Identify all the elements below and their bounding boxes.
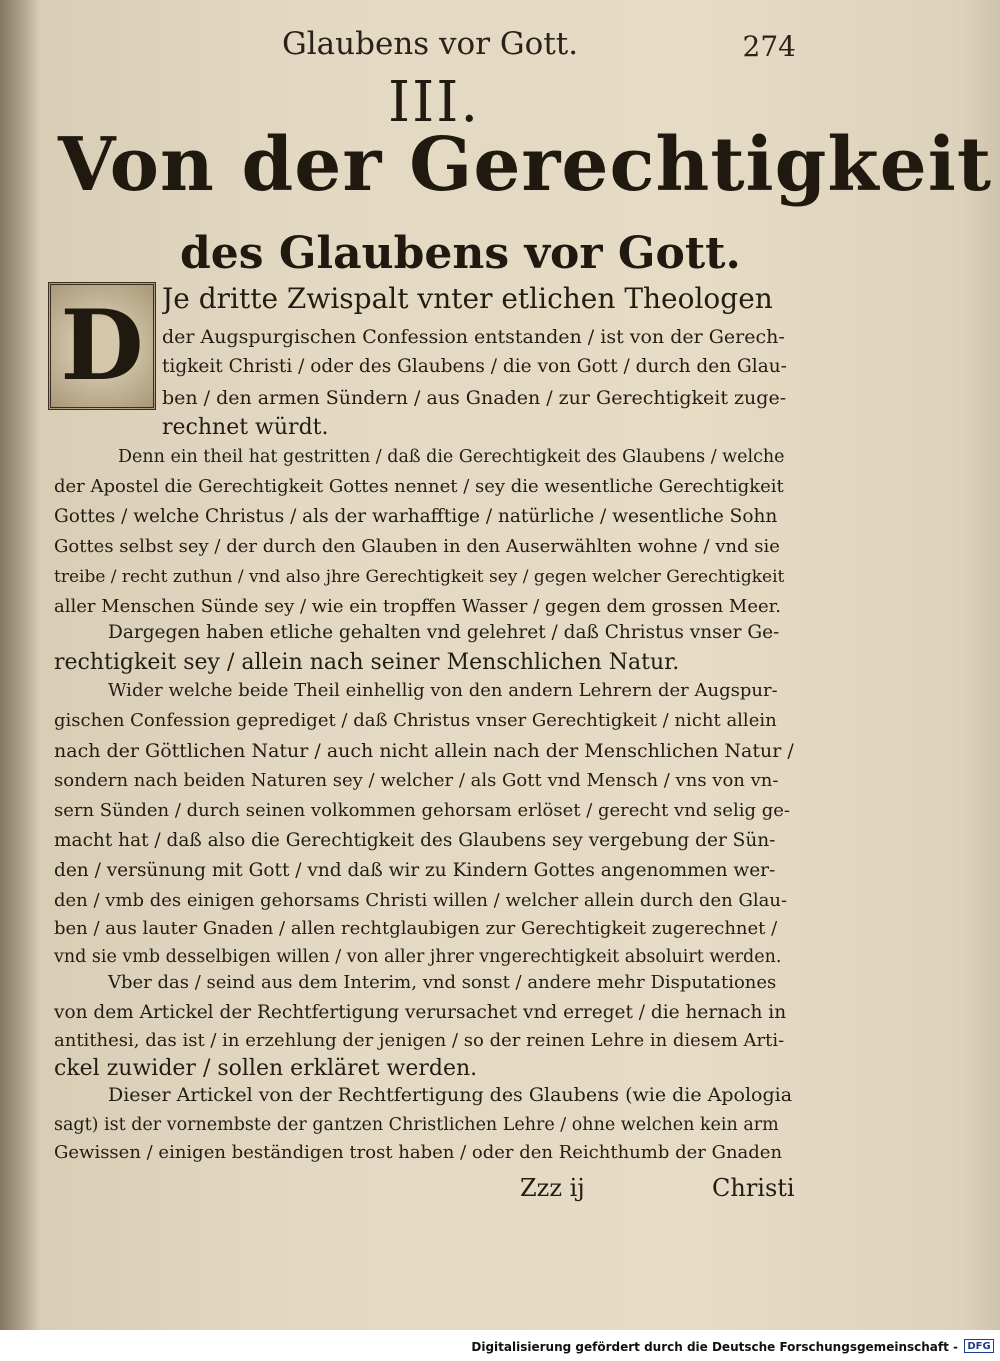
- text-line: Gewissen / einigen beständigen trost haben / oder den Reichthumb der Gnaden: [54, 1142, 783, 1163]
- text-line: den / vmb des einigen gehorsams Christi willen / welcher allein durch den Glau-: [54, 890, 788, 911]
- text-line: Gottes selbst sey / der durch den Glauben in den Auserwählten wohne / vnd sie: [54, 536, 780, 557]
- text-line: rechnet würdt.: [162, 415, 329, 440]
- signature-mark: Zzz ij: [520, 1174, 585, 1202]
- text-line: der Apostel die Gerechtigkeit Gottes nennet / sey die wesentliche Gerechtigkeit: [54, 476, 784, 497]
- text-line: Vber das / seind aus dem Interim, vnd sonst / andere mehr Disputationes: [108, 972, 777, 993]
- text-line: gischen Confession geprediget / daß Christus vnser Gerechtigkeit / nicht allein: [54, 710, 777, 731]
- text-line: Gottes / welche Christus / als der warhafftige / natürliche / wesentliche Sohn: [54, 506, 778, 527]
- text-line: der Augspurgischen Confession entstanden / ist von der Gerech-: [162, 326, 785, 348]
- text-line: von dem Artickel der Rechtfertigung verursachet vnd erreget / die hernach in: [54, 1002, 787, 1023]
- catchword: Christi: [712, 1174, 795, 1202]
- funding-notice: Digitalisierung gefördert durch die Deutsche Forschungsgemeinschaft -: [471, 1340, 958, 1354]
- text-line: Je dritte Zwispalt vnter etlichen Theologen: [162, 284, 773, 314]
- text-line: tigkeit Christi / oder des Glaubens / die von Gott / durch den Glau-: [162, 356, 787, 377]
- text-line: Dieser Artickel von der Rechtfertigung des Glaubens (wie die Apologia: [108, 1084, 793, 1106]
- text-line: treibe / recht zuthun / vnd also jhre Gerechtigkeit sey / gegen welcher Gerechtigkeit: [54, 567, 785, 587]
- text-line: sondern nach beiden Naturen sey / welcher / als Gott vnd Mensch / vns von vn-: [54, 770, 779, 791]
- text-line: aller Menschen Sünde sey / wie ein tropffen Wasser / gegen dem grossen Meer.: [54, 596, 781, 617]
- text-line: ben / aus lauter Gnaden / allen rechtglaubigen zur Gerechtigkeit zugerechnet /: [54, 918, 778, 939]
- initial-letter: D: [60, 289, 144, 402]
- text-line: Dargegen haben etliche gehalten vnd gelehret / daß Christus vnser Ge-: [108, 622, 780, 643]
- section-number: III.: [388, 70, 481, 135]
- text-line: ckel zuwider / sollen erkläret werden.: [54, 1056, 478, 1081]
- decorated-initial: [48, 282, 156, 410]
- footer-bar: [0, 1330, 1000, 1361]
- text-line: sern Sünden / durch seinen volkommen gehorsam erlöset / gerecht vnd selig ge-: [54, 800, 790, 821]
- text-line: rechtigkeit sey / allein nach seiner Menschlichen Natur.: [54, 650, 680, 675]
- section-subtitle: des Glaubens vor Gott.: [180, 228, 741, 279]
- text-line: den / versünung mit Gott / vnd daß wir zu Kindern Gottes angenommen wer-: [54, 860, 776, 881]
- dfg-logo: DFG: [964, 1339, 994, 1353]
- gutter-shadow: [0, 0, 40, 1330]
- running-head-title: Glaubens vor Gott.: [282, 26, 579, 62]
- text-line: nach der Göttlichen Natur / auch nicht allein nach der Menschlichen Natur /: [54, 740, 794, 762]
- text-line: sagt) ist der vornembste der gantzen Christlichen Lehre / ohne welchen kein arm: [54, 1115, 779, 1135]
- page-number: 274: [742, 30, 796, 63]
- text-line: Denn ein theil hat gestritten / daß die Gerechtigkeit des Glaubens / welche: [118, 447, 785, 467]
- text-line: Wider welche beide Theil einhellig von den andern Lehrern der Augspur-: [108, 680, 778, 701]
- text-line: antithesi, das ist / in erzehlung der jenigen / so der reinen Lehre in diesem Arti-: [54, 1030, 785, 1051]
- text-line: ben / den armen Sündern / aus Gnaden / zur Gerechtigkeit zuge-: [162, 387, 787, 409]
- text-line: macht hat / daß also die Gerechtigkeit des Glaubens sey vergebung der Sün-: [54, 830, 776, 851]
- text-line: vnd sie vmb desselbigen willen / von aller jhrer vngerechtigkeit absoluirt werden.: [54, 947, 782, 967]
- section-title: Von der Gerechtigkeit: [58, 122, 993, 208]
